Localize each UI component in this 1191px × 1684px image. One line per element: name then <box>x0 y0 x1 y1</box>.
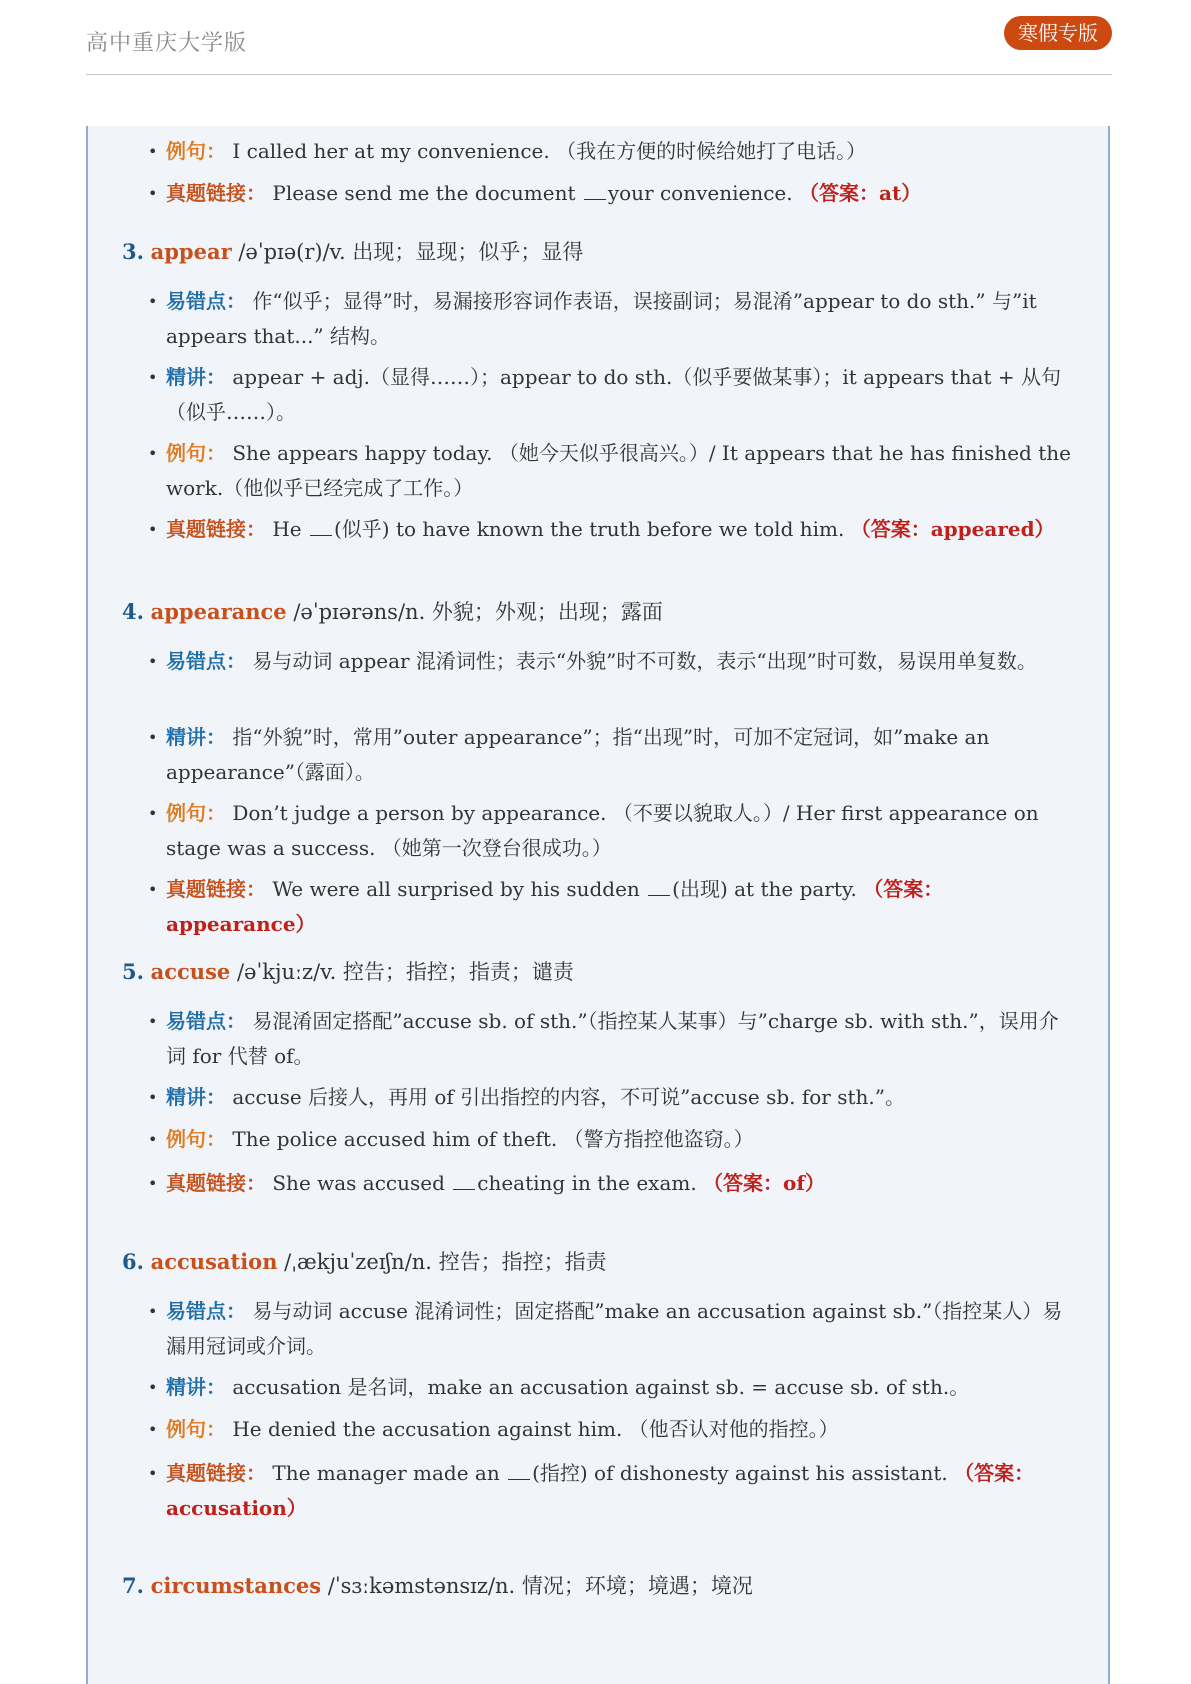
bullet-text: 易与动词 accuse 混淆词性；固定搭配”make an accusation against sb.”（指控某人）易漏用冠词或介词。 <box>166 1299 1063 1358</box>
content-panel <box>86 126 1110 1684</box>
bullet-text: The police accused him of theft. （警方指控他盗窃。） <box>232 1127 754 1151</box>
word-term: appear <box>150 239 232 264</box>
bullet-text: your convenience. <box>607 181 793 205</box>
bullet-exam-link <box>148 872 1078 942</box>
bullet-dot-icon: • <box>148 1378 158 1397</box>
answer-text: （答案：appearance） <box>166 877 944 936</box>
bullet-text: 易与动词 appear 混淆词性；表示“外貌”时不可数，表示“出现”时可数，易误用单复数。 <box>252 649 1037 673</box>
header-divider <box>86 74 1112 75</box>
bullet-label: 易错点： <box>166 1299 246 1323</box>
bullet-example <box>148 134 1078 169</box>
bullet-label: 真题链接： <box>166 877 266 901</box>
fill-blank <box>648 877 670 896</box>
bullet-label: 真题链接： <box>166 1461 266 1485</box>
word-term: circumstances <box>150 1573 322 1598</box>
bullet-label: 例句： <box>166 441 226 465</box>
bullet-text: (似乎) to have known the truth before we told him. <box>334 517 851 541</box>
bullet-label: 真题链接： <box>166 181 266 205</box>
bullet-explain <box>148 360 1078 430</box>
word-heading <box>122 596 663 626</box>
word-term: accusation <box>150 1249 278 1274</box>
bullet-label: 例句： <box>166 1417 226 1441</box>
bullet-text: She appears happy today. （她今天似乎很高兴。）/ It appears that he has finished the work.（他似乎已经完成了工作。） <box>166 441 1071 500</box>
bullet-text: cheating in the exam. <box>477 1171 704 1195</box>
bullet-label: 易错点： <box>166 289 246 313</box>
bullet-label: 精讲： <box>166 1375 226 1399</box>
bullet-label: 例句： <box>166 801 226 825</box>
answer-text: （答案：accusation） <box>166 1461 1035 1520</box>
bullet-dot-icon: • <box>148 1174 158 1193</box>
bullet-label: 精讲： <box>166 1085 226 1109</box>
fill-blank <box>584 181 606 200</box>
word-definition: /əˈpɪərəns/n. 外貌；外观；出现；露面 <box>286 600 663 624</box>
word-number: 4. <box>122 599 144 624</box>
bullet-text: She was accused <box>272 1171 452 1195</box>
bullet-dot-icon: • <box>148 804 158 823</box>
bullet-dot-icon: • <box>148 142 158 161</box>
bullet-text: appear + adj.（显得……）；appear to do sth.（似乎要做某事）；it appears that + 从句（似乎……）。 <box>166 365 1061 424</box>
bullet-text: I called her at my convenience. （我在方便的时候给她打了电话。） <box>232 139 867 163</box>
bullet-text: accuse 后接人，再用 of 引出指控的内容，不可说”accuse sb. for sth.”。 <box>232 1085 905 1109</box>
bullet-text: He <box>272 517 308 541</box>
word-heading <box>122 956 574 986</box>
fill-blank <box>508 1461 530 1480</box>
bullet-dot-icon: • <box>148 184 158 203</box>
word-number: 7. <box>122 1573 144 1598</box>
bullet-example <box>148 436 1078 506</box>
word-definition: /ˈsɜːkəmstənsɪz/n. 情况；环境；境遇；境况 <box>321 1574 753 1598</box>
word-term: accuse <box>150 959 231 984</box>
bullet-text: The manager made an <box>272 1461 507 1485</box>
bullet-dot-icon: • <box>148 880 158 899</box>
bullet-label: 真题链接： <box>166 1171 266 1195</box>
bullet-dot-icon: • <box>148 1302 158 1321</box>
word-definition: /əˈkjuːz/v. 控告；指控；指责；谴责 <box>230 960 574 984</box>
bullet-dot-icon: • <box>148 1088 158 1107</box>
word-number: 5. <box>122 959 144 984</box>
bullet-tip <box>148 1294 1078 1364</box>
bullet-text: (指控) of dishonesty against his assistant. <box>532 1461 955 1485</box>
answer-text: （答案：of） <box>703 1171 825 1195</box>
bullet-example <box>148 1122 1078 1157</box>
bullet-exam-link <box>148 176 1078 211</box>
bullet-text: Please send me the document <box>272 181 582 205</box>
bullet-dot-icon: • <box>148 1420 158 1439</box>
edition-badge: 寒假专版 <box>1004 16 1112 50</box>
bullet-label: 易错点： <box>166 1009 246 1033</box>
bullet-label: 真题链接： <box>166 517 266 541</box>
bullet-dot-icon: • <box>148 728 158 747</box>
fill-blank <box>453 1171 475 1190</box>
header-title: 高中重庆大学版 <box>86 31 248 56</box>
fill-blank <box>310 517 332 536</box>
bullet-exam-link <box>148 1166 1078 1201</box>
bullet-dot-icon: • <box>148 520 158 539</box>
bullet-example <box>148 1412 1078 1447</box>
bullet-dot-icon: • <box>148 1012 158 1031</box>
bullet-text: He denied the accusation against him. （他否认对他的指控。） <box>232 1417 839 1441</box>
word-number: 6. <box>122 1249 144 1274</box>
bullet-exam-link <box>148 512 1078 547</box>
bullet-tip <box>148 1004 1078 1074</box>
bullet-tip <box>148 284 1078 354</box>
bullet-label: 例句： <box>166 139 226 163</box>
bullet-dot-icon: • <box>148 652 158 671</box>
bullet-explain <box>148 1370 1078 1405</box>
bullet-tip <box>148 644 1078 679</box>
answer-text: （答案：at） <box>799 181 922 205</box>
bullet-example <box>148 796 1078 866</box>
bullet-text: accusation 是名词，make an accusation against sb. = accuse sb. of sth.。 <box>232 1375 970 1399</box>
word-definition: /əˈpɪə(r)/v. 出现；显现；似乎；显得 <box>231 240 584 264</box>
bullet-label: 易错点： <box>166 649 246 673</box>
bullet-dot-icon: • <box>148 292 158 311</box>
bullet-text: We were all surprised by his sudden <box>272 877 647 901</box>
bullet-dot-icon: • <box>148 444 158 463</box>
bullet-label: 精讲： <box>166 365 226 389</box>
bullet-dot-icon: • <box>148 1130 158 1149</box>
bullet-explain <box>148 1080 1078 1115</box>
bullet-label: 例句： <box>166 1127 226 1151</box>
bullet-exam-link <box>148 1456 1078 1526</box>
bullet-text: 易混淆固定搭配”accuse sb. of sth.”（指控某人某事）与”charge sb. with sth.”，误用介词 for 代替 of。 <box>166 1009 1059 1068</box>
word-number: 3. <box>122 239 144 264</box>
bullet-text: 作“似乎；显得”时，易漏接形容词作表语，误接副词；易混淆”appear to do sth.” 与”it appears that...” 结构。 <box>166 289 1037 348</box>
word-heading <box>122 236 583 266</box>
bullet-label: 精讲： <box>166 725 226 749</box>
bullet-text: Don’t judge a person by appearance. （不要以貌取人。）/ Her first appearance on stage was a success. （她第一次登台很成功。） <box>166 801 1039 860</box>
answer-text: （答案：appeared） <box>850 517 1055 541</box>
bullet-dot-icon: • <box>148 368 158 387</box>
bullet-explain <box>148 720 1078 790</box>
bullet-text: 指“外貌”时，常用”outer appearance”；指“出现”时，可加不定冠词，如”make an appearance”（露面）。 <box>166 725 990 784</box>
word-term: appearance <box>150 599 287 624</box>
bullet-text: (出现) at the party. <box>672 877 864 901</box>
word-definition: /ˌækjuˈzeɪʃn/n. 控告；指控；指责 <box>277 1250 607 1274</box>
word-heading <box>122 1570 753 1600</box>
word-heading <box>122 1246 607 1276</box>
bullet-dot-icon: • <box>148 1464 158 1483</box>
